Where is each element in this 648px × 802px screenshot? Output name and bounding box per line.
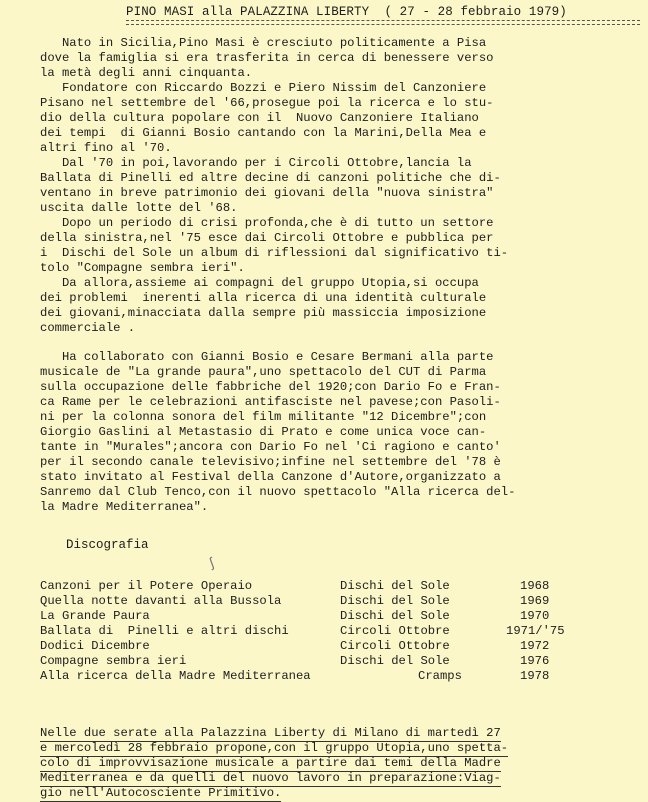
text-line: per il secondo canale televisivo;infine nel settembre del '78 è (40, 455, 501, 469)
text-line: ca Rame per le celebrazioni antifasciste nel pavese;con Pasoli- (40, 395, 501, 409)
text-line: uscita dalle lotte del '68. (40, 201, 238, 215)
text-line: tante in "Murales";ancora con Dario Fo nel 'Ci ragiono e canto' (40, 440, 501, 454)
release-year: 1968 (520, 579, 550, 593)
release-year: 1976 (520, 654, 550, 668)
record-label: Dischi del Sole (340, 609, 450, 623)
text-line: Ballata di Pinelli ed altre decine di canzoni politiche che di- (40, 171, 501, 185)
table-row (40, 654, 560, 669)
biography-paragraphs (40, 36, 610, 336)
album-title: Dodici Dicembre (40, 639, 150, 653)
album-title: Alla ricerca della Madre Mediterranea (40, 669, 311, 683)
text-line: Dopo un periodo di crisi profonda,che è di tutto un settore (40, 216, 494, 230)
text-line: dei problemi inerenti alla ricerca di una identità culturale (40, 291, 487, 305)
release-year: 1971/'75 (506, 624, 565, 638)
text-line: Nato in Sicilia,Pino Masi è cresciuto politicamente a Pisa (40, 36, 487, 50)
record-label: Circoli Ottobre (340, 639, 450, 653)
table-row (40, 639, 560, 654)
text-line: commerciale . (40, 321, 136, 335)
text-line: i Dischi del Sole un album di riflessioni dal significativo ti- (40, 246, 509, 260)
album-title: Ballata di Pinelli e altri dischi (40, 624, 289, 638)
text-line: ventano in breve patrimonio dei giovani della "nuova sinistra" (40, 186, 494, 200)
text-line: la metà degli anni cinquanta. (40, 66, 253, 80)
underlined-line: gio nell'Autocosciente Primitivo. (40, 786, 282, 800)
record-label: Dischi del Sole (340, 594, 450, 608)
text-line: Giorgio Gaslini al Metastasio di Prato e come unica voce can- (40, 425, 487, 439)
text-line: ni per la colonna sonora del film militante "12 Dicembre";con (40, 410, 487, 424)
record-label: Dischi del Sole (340, 579, 450, 593)
discography-table (40, 579, 565, 684)
underlined-line: e mercoledì 28 febbraio propone,con il gruppo Utopia,uno spetta- (40, 741, 509, 755)
text-line: sulla occupazione delle fabbriche del 1920;con Dario Fo e Fran- (40, 380, 501, 394)
text-line: musicale de "La grande paura",uno spettacolo del CUT di Parma (40, 365, 487, 379)
text-line: tolo "Compagne sembra ieri". (40, 261, 245, 275)
underlined-line: Mediterranea e da quelli del nuovo lavoro in preparazione:Viag- (40, 771, 501, 785)
record-label: Cramps (418, 669, 462, 683)
collaborations-paragraph (40, 350, 610, 515)
release-year: 1969 (520, 594, 550, 608)
text-line: Ha collaborato con Gianni Bosio e Cesare Bermani alla parte (40, 350, 494, 364)
album-title: Quella notte davanti alla Bussola (40, 594, 282, 608)
release-year: 1970 (520, 609, 550, 623)
text-line: dove la famiglia si era trasferita in cerca di benessere verso (40, 51, 494, 65)
text-line: altri fino al '70. (40, 141, 172, 155)
text-line: Dal '70 in poi,lavorando per i Circoli Ottobre,lancia la (40, 156, 472, 170)
text-line: dei giovani,minacciata dalla sempre più massiccia imposizione (40, 306, 487, 320)
album-title: Canzoni per il Potere Operaio (40, 579, 253, 593)
text-line: dio della cultura popolare con il Nuovo Canzoniere Italiano (40, 111, 479, 125)
text-line: Da allora,assieme ai compagni del gruppo Utopia,si occupa (40, 276, 479, 290)
text-line: Fondatore con Riccardo Bozzi e Piero Nissim del Canzoniere (40, 81, 487, 95)
record-label: Circoli Ottobre (340, 624, 450, 638)
table-row (40, 609, 560, 624)
album-title: Compagne sembra ieri (40, 654, 187, 668)
text-line: Pisano nel settembre del '66,prosegue poi la ricerca e lo stu- (40, 96, 494, 110)
text-line: dei tempi di Gianni Bosio cantando con la Marini,Della Mea e (40, 126, 487, 140)
event-announcement (40, 726, 600, 801)
release-year: 1978 (520, 669, 550, 683)
text-line: la Madre Mediterranea". (40, 500, 209, 514)
discography-heading: Discografia (66, 538, 149, 552)
text-line: Sanremo dal Club Tenco,con il nuovo spettacolo "Alla ricerca del- (40, 485, 516, 499)
table-row (40, 579, 560, 594)
table-row (40, 624, 565, 639)
table-row (40, 594, 560, 609)
page-title: PINO MASI alla PALAZZINA LIBERTY ( 27 - 28 febbraio 1979) (126, 5, 567, 19)
album-title: La Grande Paura (40, 609, 150, 623)
title-divider (126, 20, 640, 25)
underlined-line: Nelle due serate alla Palazzina Liberty di Milano di martedì 27 (40, 726, 501, 740)
text-line: stato invitato al Festival della Canzone d'Autore,organizzato a (40, 470, 501, 484)
ink-mark-icon: ʃ (205, 555, 219, 573)
text-line: della sinistra,nel '75 esce dai Circoli Ottobre e pubblica per (40, 231, 494, 245)
record-label: Dischi del Sole (340, 654, 450, 668)
release-year: 1972 (520, 639, 550, 653)
underlined-line: colo di improvvisazione musicale a partire dai temi della Madre (40, 756, 501, 770)
table-row (40, 669, 560, 684)
